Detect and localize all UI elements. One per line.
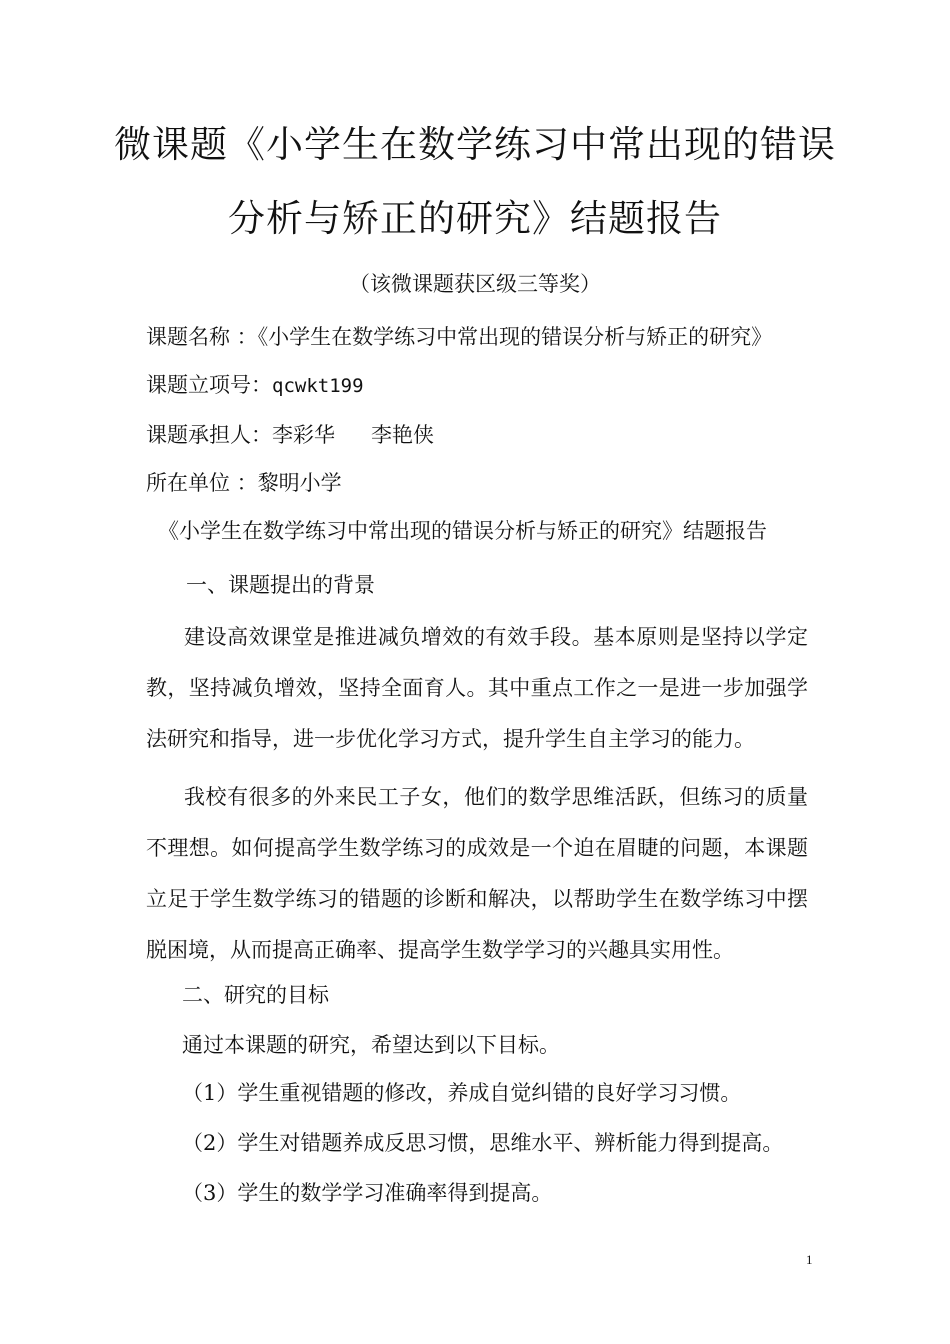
project-unit-label: 所在单位 ： bbox=[146, 471, 258, 495]
person-2: 李艳侠 bbox=[371, 423, 434, 447]
award-note: （该微课题获区级三等奖） bbox=[349, 272, 601, 296]
section-1-heading: 一、课题提出的背景 bbox=[186, 573, 375, 597]
section-2-heading: 二、研究的目标 bbox=[182, 983, 329, 1007]
project-id-label: 课题立项号： bbox=[146, 373, 272, 397]
document-title-line-1: 微课题《小学生在数学练习中常出现的错误 bbox=[114, 123, 836, 166]
section-2-intro: 通过本课题的研究，希望达到以下目标。 bbox=[182, 1033, 560, 1057]
document-title-line-2: 分析与矫正的研究》结题报告 bbox=[228, 197, 722, 240]
goal-item-3: （3）学生的数学学习准确率得到提高。 bbox=[182, 1181, 553, 1205]
goal-item-2: （2）学生对错题养成反思习惯，思维水平、辨析能力得到提高。 bbox=[182, 1131, 784, 1155]
project-persons-label: 课题承担人： bbox=[146, 423, 272, 447]
goal-item-1: （1）学生重视错题的修改，养成自觉纠错的良好学习习惯。 bbox=[182, 1081, 742, 1105]
person-1: 李彩华 bbox=[272, 423, 335, 447]
report-heading: 《小学生在数学练习中常出现的错误分析与矫正的研究》结题报告 bbox=[158, 519, 767, 543]
project-name-label: 课题名称 ： bbox=[146, 325, 258, 349]
project-id-row bbox=[146, 370, 364, 401]
page-number: 1 bbox=[806, 1252, 813, 1267]
section-1-paragraph-1: 建设高效课堂是推进减负增效的有效手段。基本原则是坚持以学定教，坚持减负增效，坚持全面育人。其中重点工作之一是进一步加强学法研究和指导，进一步优化学习方式，提升学生自主学习的能力。 bbox=[146, 625, 808, 751]
project-persons-row bbox=[146, 420, 434, 450]
project-unit-value: 黎明小学 bbox=[257, 471, 342, 495]
project-id-value: qcwkt199 bbox=[272, 375, 364, 397]
project-name-value: 《小学生在数学练习中常出现的错误分析与矫正的研究》 bbox=[257, 325, 773, 349]
project-unit-row bbox=[146, 468, 342, 498]
project-name-row bbox=[146, 322, 772, 352]
section-1-paragraph-2: 我校有很多的外来民工子女，他们的数学思维活跃，但练习的质量不理想。如何提高学生数学练习的成效是一个迫在眉睫的问题，本课题立足于学生数学练习的错题的诊断和解决，以帮助学生在数学练习中摆脱困境，从而提高正确率、提高学生数学学习的兴趣具实用性。 bbox=[146, 785, 808, 962]
